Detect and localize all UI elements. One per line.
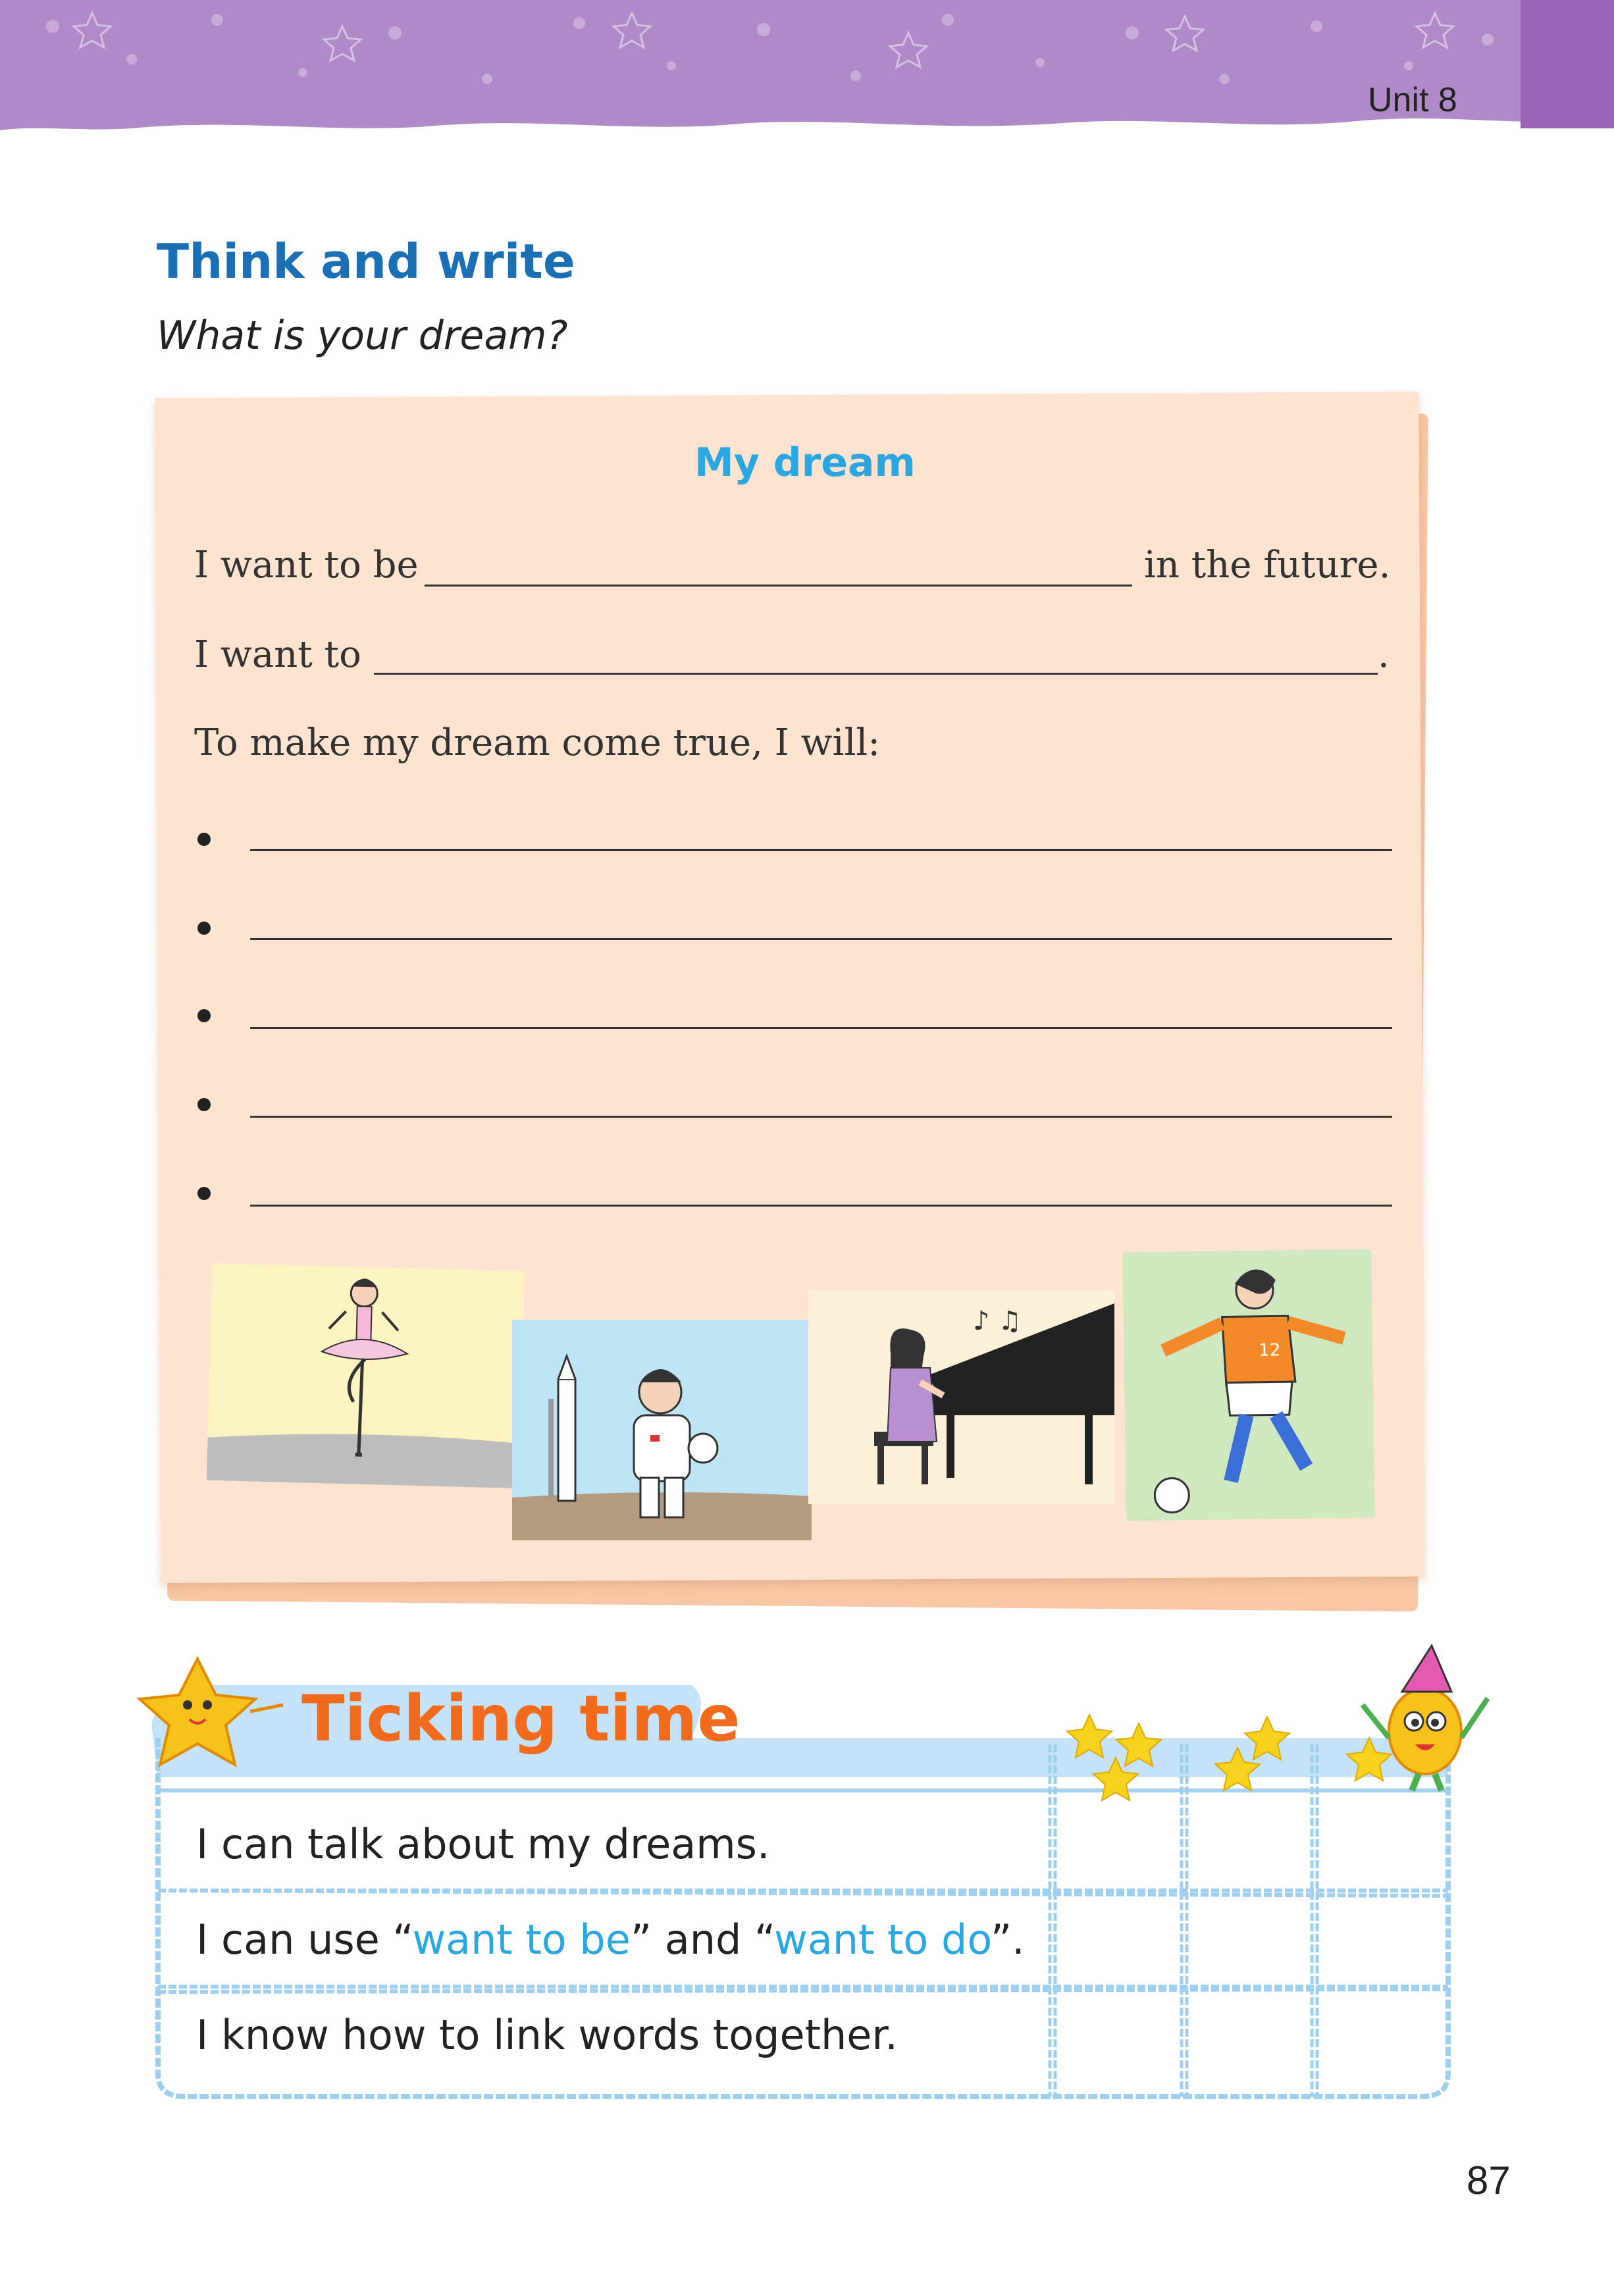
svg-text:♪ ♫: ♪ ♫ [973,1306,1022,1336]
row2-post: ”. [991,1916,1025,1964]
line1-start: I want to be [194,544,419,587]
row2-highlight-1: want to be [412,1916,631,1964]
line2-end: . [1378,633,1390,676]
section-title: Think and write [157,234,575,289]
ticking-row-3: I know how to link words together. [196,2011,898,2059]
tick-cell-r1-c3[interactable] [1317,1794,1445,1889]
tick-cell-r1-c1[interactable] [1055,1794,1182,1889]
tick-cell-r1-c2[interactable] [1187,1794,1312,1889]
svg-text:12: 12 [1259,1340,1281,1361]
line3-text: To make my dream come true, I will: [194,721,881,764]
card-title: My dream [694,440,916,486]
row2-pre: I can use “ [196,1916,413,1964]
tick-cell-r2-c2[interactable] [1187,1896,1312,1987]
row2-highlight-2: want to do [774,1916,991,1964]
ticking-time-title: Ticking time [301,1682,741,1756]
ticking-row-1: I can talk about my dreams. [196,1820,770,1868]
tick-cell-r3-c2[interactable] [1187,1992,1312,2094]
section-question: What is your dream? [157,313,568,359]
tick-cell-r2-c1[interactable] [1055,1896,1182,1987]
tick-cell-r3-c1[interactable] [1055,1992,1182,2094]
tick-cell-r3-c3[interactable] [1317,1992,1445,2094]
tick-cell-r2-c3[interactable] [1317,1896,1445,1987]
line1-end: in the future. [1144,544,1391,587]
ticking-row-2 [196,1916,1025,1964]
row2-mid: ” and “ [630,1916,774,1964]
unit-label: Unit 8 [1368,81,1457,119]
page-number: 87 [1467,2158,1511,2203]
line2-start: I want to [194,633,361,676]
